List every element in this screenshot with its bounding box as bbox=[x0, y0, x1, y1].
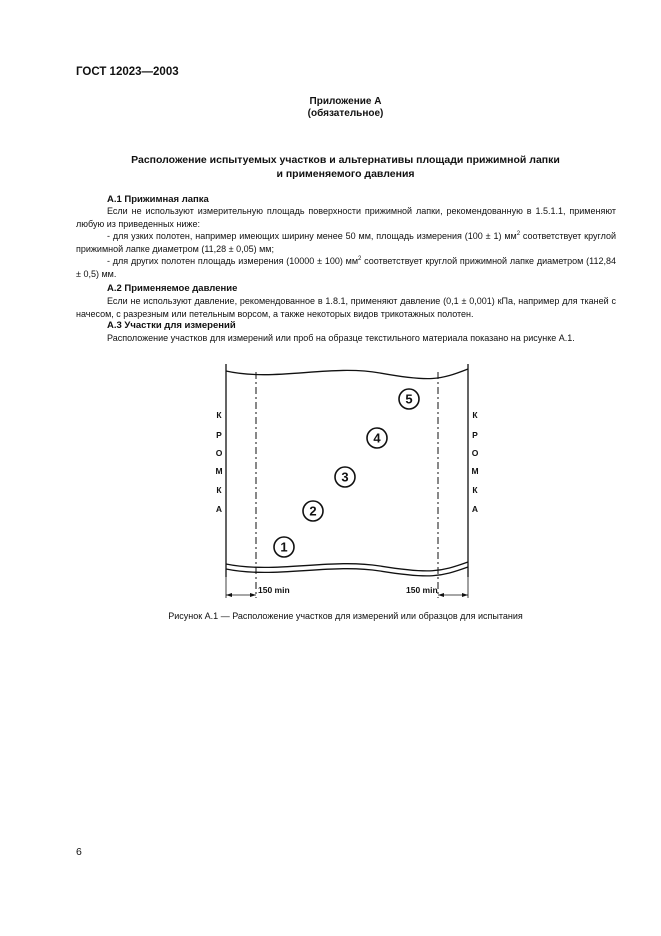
section-a2-paragraph-1: Если не используют давление, рекомендованное в 1.8.1, применяют давление (0,1 ± 0,001) кПа, например для тканей с начесом, с разрезным или петельным ворсом, а также некоторых видов трикотажных полотен. bbox=[76, 296, 616, 319]
appendix-title-line2: и применяемого давления bbox=[276, 168, 415, 180]
marker-number-3: 3 bbox=[341, 469, 349, 485]
a1-p3-text-end: соответствует круглой прижимной лапке диаметром (112,84 ± 0,5) мм. bbox=[76, 256, 617, 279]
appendix-status: (обязательное) bbox=[307, 108, 384, 119]
a1-p3-text: - для других полотен площадь измерения (10000 ± 100) мм bbox=[107, 256, 359, 267]
page-number: 6 bbox=[76, 846, 82, 858]
left-edge-letter: К bbox=[216, 485, 222, 495]
right-edge-letter: М bbox=[471, 466, 479, 476]
appendix-label: Приложение А bbox=[309, 96, 382, 107]
dim-arrow-right-a bbox=[438, 593, 444, 597]
right-edge-letters bbox=[471, 410, 478, 514]
figure-caption: Рисунок А.1 — Расположение участков для измерений или образцов для испытания bbox=[168, 611, 523, 621]
dim-label-right: 150 min bbox=[406, 585, 438, 595]
left-edge-letter: О bbox=[215, 448, 223, 458]
dim-label-left: 150 min bbox=[258, 585, 290, 595]
dim-arrow-left-b bbox=[250, 593, 256, 597]
test-area-markers bbox=[274, 389, 419, 557]
a1-p2-text: - для узких полотен, например имеющих ширину менее 50 мм, площадь измерения (100 ± 1) мм bbox=[107, 231, 517, 242]
section-a2-heading: А.2 Применяемое давление bbox=[107, 283, 238, 294]
appendix-title-line1: Расположение испытуемых участков и альтернативы площади прижимной лапки bbox=[131, 154, 560, 166]
right-edge-letter: Р bbox=[472, 430, 478, 440]
marker-number-1: 1 bbox=[280, 539, 288, 555]
fabric-top-wavy-edge bbox=[226, 369, 468, 379]
right-edge-letter: А bbox=[471, 504, 479, 514]
section-a2-body bbox=[76, 295, 616, 320]
a1-p2-text-end: соответствует круглой прижимной лапке диаметром (11,28 ± 0,05) мм; bbox=[76, 231, 616, 254]
left-edge-letter: К bbox=[216, 410, 222, 420]
left-edge-letters bbox=[215, 410, 222, 514]
left-edge-letter: А bbox=[215, 504, 223, 514]
right-edge-letter: К bbox=[472, 410, 478, 420]
fabric-bottom-wavy-edge-2 bbox=[226, 567, 468, 576]
section-a1-paragraph-1: Если не используют измерительную площадь поверхности прижимной лапки, рекомендованную в 1.5.1.1, применяют любую из приведенных ниже: bbox=[76, 206, 616, 229]
section-a3-heading: А.3 Участки для измерений bbox=[107, 320, 236, 331]
standard-header: ГОСТ 12023—2003 bbox=[76, 66, 179, 78]
section-a1-paragraph-3 bbox=[76, 255, 616, 280]
marker-number-5: 5 bbox=[405, 391, 413, 407]
right-edge-letter: О bbox=[471, 448, 479, 458]
section-a1-heading: А.1 Прижимная лапка bbox=[107, 194, 209, 205]
marker-number-2: 2 bbox=[309, 503, 317, 519]
section-a1-paragraph-2 bbox=[76, 230, 616, 255]
right-edge-letter: К bbox=[472, 485, 478, 495]
left-edge-letter: М bbox=[215, 466, 223, 476]
marker-number-4: 4 bbox=[373, 430, 381, 446]
section-a1-body bbox=[76, 205, 616, 281]
a1-p3-superscript: 2 bbox=[358, 256, 362, 263]
section-a3-paragraph-1: Расположение участков для измерений или проб на образце текстильного материала показано на рисунке А.1. bbox=[107, 333, 575, 343]
left-edge-letter: Р bbox=[216, 430, 222, 440]
fabric-bottom-wavy-edge-1 bbox=[226, 562, 468, 571]
fabric-layout-figure bbox=[200, 362, 500, 602]
section-a3-body bbox=[76, 332, 616, 345]
dim-arrow-right-b bbox=[462, 593, 468, 597]
dim-arrow-left-a bbox=[226, 593, 232, 597]
a1-p2-superscript: 2 bbox=[516, 231, 521, 238]
